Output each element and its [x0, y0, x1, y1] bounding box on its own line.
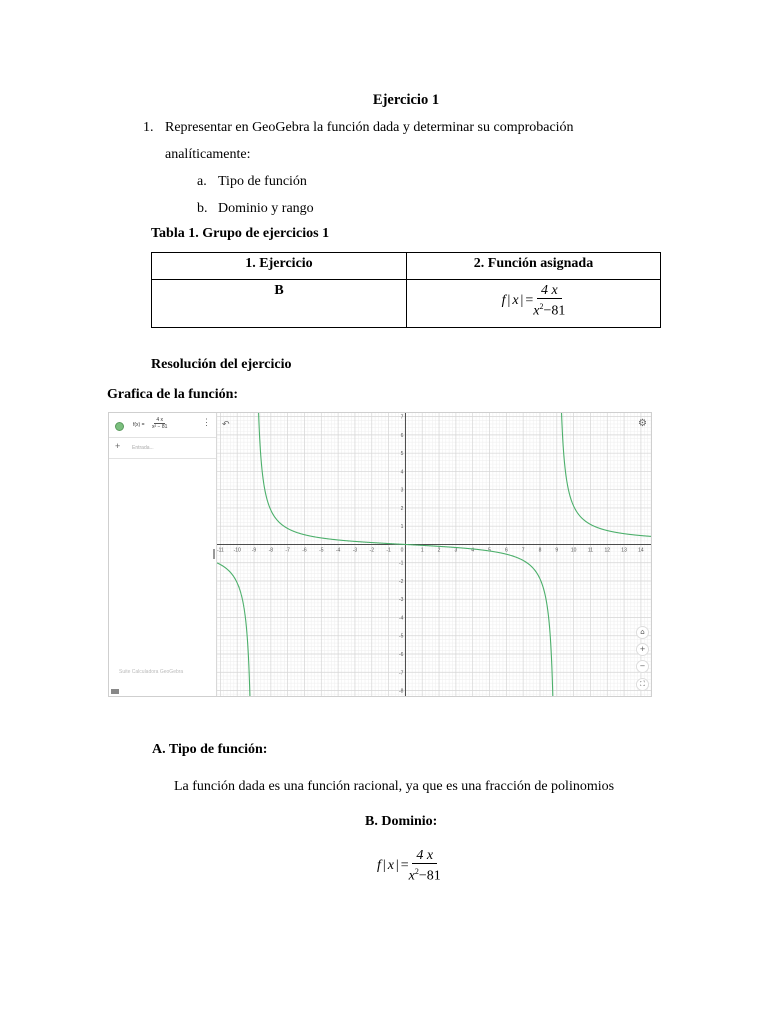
- x-tick-label: -6: [302, 547, 307, 554]
- formula2-den-x: x: [408, 868, 415, 884]
- x-tick-label: 2: [437, 547, 441, 554]
- subitem-a-letter: a.: [197, 174, 207, 189]
- formula2-numerator: 4 x: [412, 848, 437, 864]
- table-caption: Tabla 1. Grupo de ejercicios 1: [151, 226, 330, 241]
- function-plot: [217, 413, 651, 696]
- domain-formula: f | x | = $\frac{4 x}{x^2-81}$: [377, 848, 441, 884]
- subitem-b: Dominio y rango: [218, 201, 314, 216]
- x-tick-label: -3: [352, 547, 358, 554]
- exercise-table: [151, 252, 661, 328]
- section-a-heading: A. Tipo de función:: [152, 742, 268, 757]
- y-tick-label: 3: [400, 487, 404, 494]
- formula-den-x: x: [533, 303, 540, 319]
- y-tick-label: -3: [398, 597, 404, 604]
- graph-heading: Grafica de la función:: [107, 387, 239, 402]
- algebra-panel: [109, 413, 217, 696]
- more-menu-icon[interactable]: ⋮: [202, 417, 211, 427]
- x-tick-label: 6: [504, 547, 508, 554]
- home-icon[interactable]: ⌂: [636, 626, 649, 639]
- resolution-heading: Resolución del ejercicio: [151, 357, 292, 372]
- formula-fraction: [533, 283, 565, 320]
- algebra-row-f[interactable]: [109, 413, 216, 438]
- y-tick-label: 1: [400, 524, 404, 531]
- formula-f: f: [501, 293, 506, 309]
- subitem-a: Tipo de función: [218, 174, 307, 189]
- x-tick-label: 10: [570, 547, 577, 554]
- zoom-in-icon[interactable]: +: [636, 643, 649, 656]
- table-cell-letter: B: [152, 280, 407, 328]
- suite-footer: Suite Calculadora GeoGebra: [119, 669, 184, 675]
- visibility-toggle-icon[interactable]: [115, 422, 124, 431]
- x-tick-label: -1: [386, 547, 391, 554]
- y-tick-label: -5: [398, 633, 404, 640]
- input-placeholder[interactable]: Entrada...: [132, 445, 154, 451]
- y-tick-label: 2: [400, 505, 404, 512]
- formula-numerator: 4 x: [537, 283, 562, 299]
- section-a-text: La función dada es una función racional, ya que es una fracción de polinomios: [174, 779, 615, 794]
- x-tick-label: 4: [471, 547, 475, 554]
- table-header-funcion: 2. Función asignada: [407, 253, 661, 280]
- x-tick-label: 3: [454, 547, 458, 554]
- item-text-line2: analíticamente:: [165, 147, 251, 162]
- y-tick-label: 6: [400, 432, 404, 439]
- formula2-fraction: [409, 848, 441, 885]
- y-tick-label: -2: [398, 578, 404, 585]
- panel-resize-handle[interactable]: [213, 549, 215, 559]
- x-tick-label: 7: [521, 547, 525, 554]
- formula-den-exp: 2: [539, 302, 544, 311]
- x-tick-label: 14: [638, 547, 644, 554]
- y-tick-label: -8: [398, 688, 404, 695]
- x-tick-label: 1: [420, 547, 424, 554]
- fullscreen-icon[interactable]: ⛶: [636, 678, 649, 691]
- expr-num: 4 x: [156, 417, 164, 423]
- y-tick-label: 4: [400, 469, 404, 476]
- formula: f | x | = $\frac{4 x}{x^2-81}$: [501, 283, 566, 319]
- input-row[interactable]: [109, 438, 216, 459]
- graphics-view[interactable]: [217, 413, 651, 696]
- undo-icon[interactable]: ↶: [222, 419, 230, 429]
- x-tick-label: 13: [621, 547, 627, 554]
- expr-den: x² − 81: [152, 424, 168, 430]
- y-tick-label: -6: [398, 652, 404, 659]
- formula-den-rest: −81: [543, 303, 566, 319]
- item-number: 1.: [143, 120, 154, 135]
- zoom-out-icon[interactable]: −: [636, 660, 649, 673]
- x-tick-label: 9: [555, 547, 559, 554]
- page-title: Ejercicio 1: [372, 92, 440, 108]
- x-tick-label: -5: [319, 547, 324, 554]
- y-tick-label: -7: [398, 670, 404, 677]
- settings-gear-icon[interactable]: ⚙: [638, 418, 647, 429]
- table-cell-formula: [407, 280, 661, 328]
- keyboard-icon[interactable]: [111, 689, 119, 694]
- formula2-x: x: [387, 858, 394, 874]
- x-tick-label: -7: [285, 547, 290, 554]
- table-header-ejercicio: 1. Ejercicio: [152, 253, 407, 280]
- x-tick-label: -2: [369, 547, 374, 554]
- y-tick-label: 7: [400, 414, 404, 421]
- x-tick-label: -11: [217, 547, 224, 554]
- x-tick-label: -10: [233, 547, 241, 554]
- x-tick-label: 8: [538, 547, 542, 554]
- item-text-line1: Representar en GeoGebra la función dada y determinar su comprobación: [165, 120, 574, 135]
- formula2-den-exp: 2: [414, 867, 419, 876]
- expr-label: f(x) =: [133, 422, 145, 428]
- expr-fraction: [152, 417, 167, 430]
- x-tick-label: 11: [587, 547, 594, 554]
- x-tick-label: -8: [268, 547, 274, 554]
- subitem-b-letter: b.: [197, 201, 208, 216]
- x-tick-label: -9: [251, 547, 257, 554]
- x-tick-label: -4: [335, 547, 341, 554]
- add-icon[interactable]: +: [115, 441, 121, 451]
- y-tick-label: -1: [398, 560, 404, 567]
- section-b-heading: B. Dominio:: [365, 814, 438, 829]
- origin-label: 0: [400, 547, 404, 554]
- formula2-f: f: [377, 858, 381, 874]
- geogebra-window: [108, 412, 652, 697]
- formula2-den-rest: −81: [418, 868, 441, 884]
- y-tick-label: -4: [398, 615, 404, 622]
- x-tick-label: 12: [604, 547, 611, 554]
- formula-x: x: [512, 293, 519, 309]
- x-tick-label: 5: [488, 547, 491, 554]
- y-tick-label: 5: [400, 451, 404, 458]
